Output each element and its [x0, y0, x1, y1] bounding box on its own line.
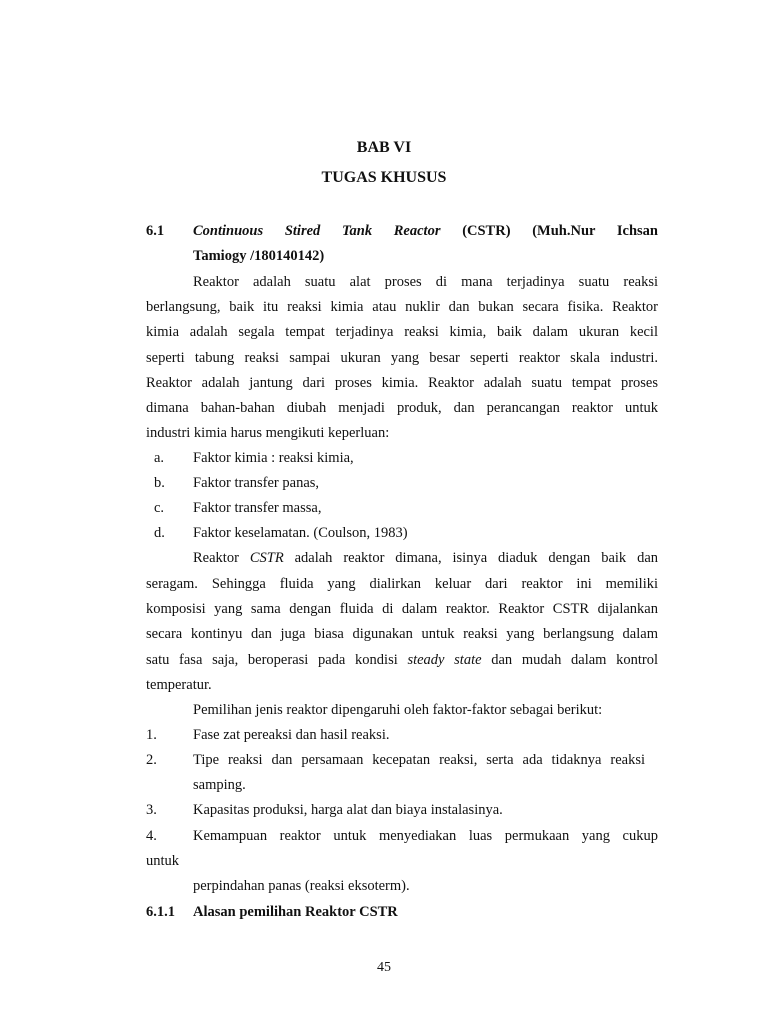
list-marker: b. — [154, 475, 165, 491]
para2-line: secara kontinyu dan juga biasa digunakan untuk reaksi yang berlangsung dalam — [146, 626, 658, 642]
para2-line: seragam. Sehingga fluida yang dialirkan keluar dari reaktor ini memiliki — [146, 576, 658, 592]
list-item: Kapasitas produksi, harga alat dan biaya instalasinya. — [193, 802, 503, 818]
section-title-line2: Tamiogy /180140142) — [193, 248, 325, 264]
para1-line: berlangsung, baik itu reaksi kimia atau nuklir dan bukan secara fisika. Reaktor — [146, 299, 658, 315]
list-marker: c. — [154, 500, 165, 516]
list-item-cont: samping. — [193, 777, 246, 793]
list-marker: 4. — [146, 828, 157, 844]
list-item: Tipe reaksi dan persamaan kecepatan reaksi, serta ada tidaknya reaksi — [193, 752, 645, 768]
list-marker: 2. — [146, 752, 157, 768]
para2-line: komposisi yang sama dengan fluida di dalam reaktor. Reaktor CSTR dijalankan — [146, 601, 658, 617]
list-marker: 3. — [146, 802, 157, 818]
list-item: Faktor kimia : reaksi kimia, — [193, 450, 354, 466]
para2-italic: CSTR — [249, 550, 284, 566]
para1-line: industri kimia harus mengikuti keperluan: — [146, 425, 390, 441]
para2-text: adalah reaktor dimana, isinya diaduk dengan baik dan — [294, 550, 659, 566]
chapter-heading: BAB VI — [356, 139, 412, 156]
subsection-number: 6.1.1 — [146, 904, 175, 920]
para1-line: dimana bahan-bahan diubah menjadi produk, dan perancangan reaktor untuk — [146, 400, 658, 416]
para1-line: kimia adalah segala tempat terjadinya reaksi kimia, baik dalam ukuran kecil — [146, 324, 658, 340]
para2-line — [193, 549, 658, 567]
section-title — [193, 222, 658, 240]
page-number: 45 — [377, 960, 391, 975]
para2-line: temperatur. — [146, 677, 212, 693]
list-marker: d. — [154, 525, 165, 541]
list-marker: a. — [154, 450, 165, 466]
list-item: Faktor transfer panas, — [193, 475, 320, 491]
list-item: Fase zat pereaksi dan hasil reaksi. — [193, 727, 390, 743]
list-item-wrap: untuk — [146, 853, 180, 869]
para2-text: satu fasa saja, beroperasi pada kondisi — [146, 652, 398, 668]
section-title-rest: (CSTR) (Muh.Nur Ichsan — [462, 223, 658, 239]
para1-line: seperti tabung reaksi sampai ukuran yang besar seperti reaktor skala industri. — [146, 350, 658, 366]
subsection-title: Alasan pemilihan Reaktor CSTR — [193, 904, 398, 920]
list-item: Kemampuan reaktor untuk menyediakan luas permukaan yang cukup — [193, 828, 658, 844]
list-item: Faktor transfer massa, — [193, 500, 322, 516]
chapter-title: TUGAS KHUSUS — [321, 169, 447, 186]
para2-line — [146, 651, 658, 669]
list-item-cont: perpindahan panas (reaksi eksoterm). — [193, 878, 410, 894]
list-marker: 1. — [146, 727, 157, 743]
section-title-italic: Continuous Stired Tank Reactor — [193, 223, 441, 239]
para2-text: dan mudah dalam kontrol — [491, 652, 659, 668]
list-item: Faktor keselamatan. (Coulson, 1983) — [193, 525, 408, 541]
section-number: 6.1 — [146, 223, 165, 239]
para2-text: Reaktor — [193, 550, 239, 566]
para3-line: Pemilihan jenis reaktor dipengaruhi oleh faktor-faktor sebagai berikut: — [193, 702, 603, 718]
para1-line: Reaktor adalah suatu alat proses di mana terjadinya suatu reaksi — [193, 274, 658, 290]
para2-italic: steady state — [407, 652, 482, 668]
para1-line: Reaktor adalah jantung dari proses kimia. Reaktor adalah suatu tempat proses — [146, 375, 658, 391]
